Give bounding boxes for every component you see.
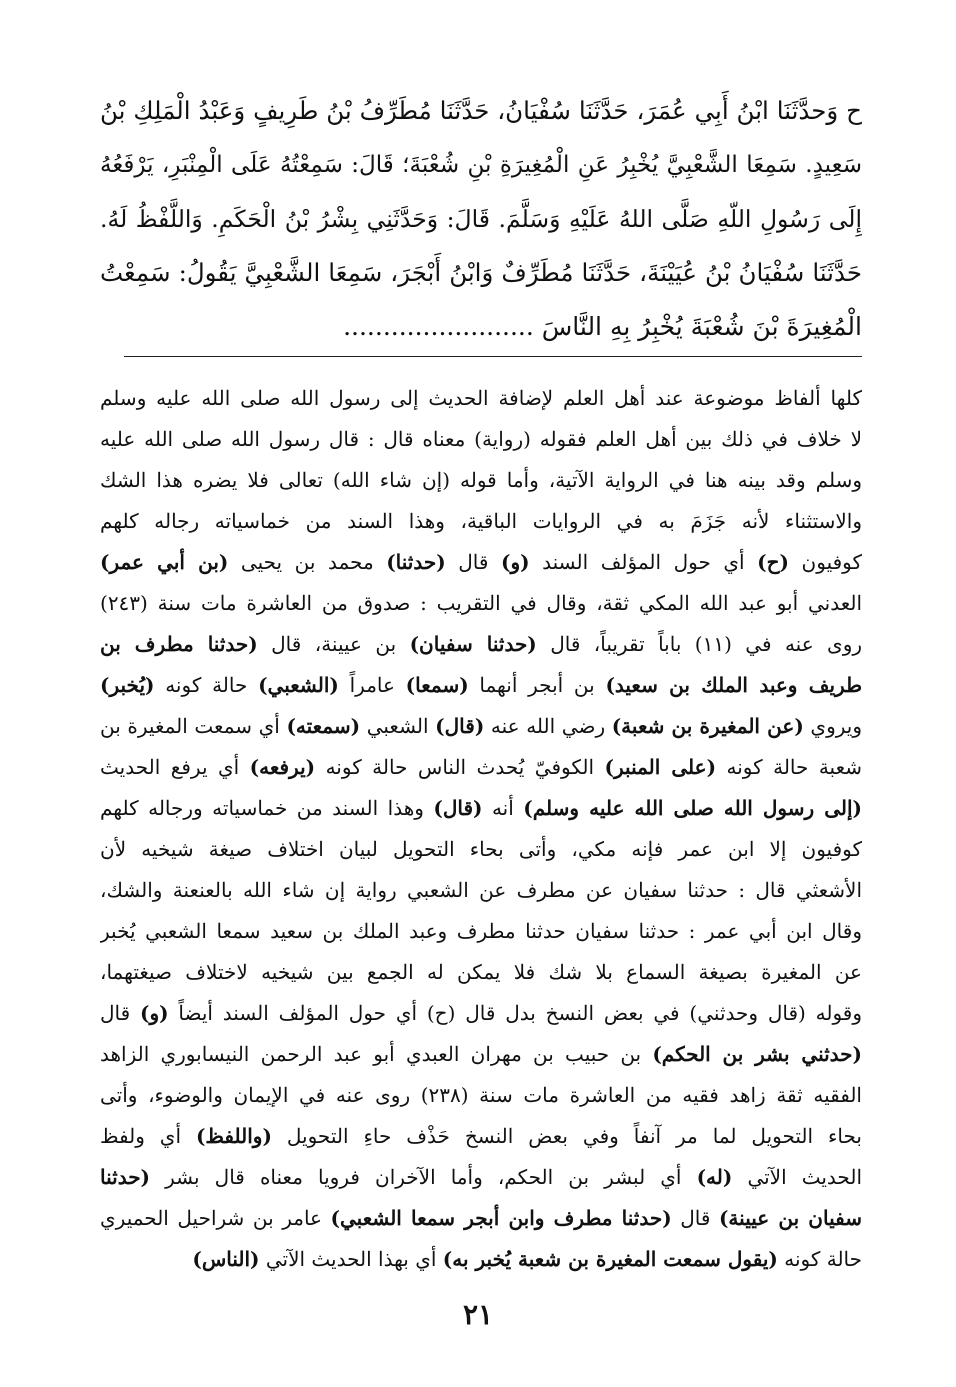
bold-quote: (و): [501, 550, 530, 574]
commentary-text: [100, 378, 862, 1280]
text-segment: قال: [671, 1206, 719, 1230]
bold-quote: (بن أبي عمر): [100, 550, 229, 574]
text-segment: حالة كونه: [154, 673, 259, 697]
bold-quote: (الناس): [192, 1247, 260, 1271]
text-segment: بن حبيب بن مهران العبدي أبو عبد الرحمن النيسابوري الزاهد: [100, 1042, 653, 1066]
commentary-line: [100, 1034, 862, 1075]
commentary-line: [100, 1239, 862, 1280]
bold-quote: (حدثنا): [386, 550, 446, 574]
commentary-line: [100, 788, 862, 829]
text-segment: عامر بن شراحيل الحميري: [100, 1206, 331, 1230]
text-segment: أي يرفع الحديث: [100, 755, 250, 779]
hadith-line: سَعِيدٍ. سَمِعَا الشَّعْبِيَّ يُخْبِرُ عَنِ الْمُغِيرَةِ بْنِ شُعْبَةَ؛ قَالَ: سَمِعْتُهُ عَلَى الْمِنْبَرِ، يَرْفَعُهُ: [100, 152, 862, 178]
commentary-line: كوفيون إلا ابن عمر فإنه مكي، وأتى بحاء التحويل لبيان اختلاف صيغة شيخيه لأن: [100, 837, 862, 861]
bold-quote: (إلى رسول الله صلى الله عليه وسلم): [523, 796, 862, 820]
text-segment: شعبة حالة كونه: [716, 755, 862, 779]
bold-quote: (يُخبر): [100, 673, 155, 697]
commentary-line: لا خلاف في ذلك بين أهل العلم فقوله (رواية) معناه قال : قال رسول الله صلى الله عليه: [100, 427, 862, 451]
text-segment: الحديث الآتي: [732, 1165, 862, 1189]
commentary-line: [100, 1157, 862, 1198]
bold-quote: (حدثني بشر بن الحكم): [652, 1042, 862, 1066]
text-segment: ويروي: [803, 714, 862, 738]
bold-quote: (سمعته): [286, 714, 361, 738]
bold-quote: (قال): [433, 796, 483, 820]
bold-quote: طريف وعبد الملك بن سعيد): [605, 673, 862, 697]
text-segment: عامراً: [338, 673, 406, 697]
text-segment: بن أبجر أنهما: [468, 673, 606, 697]
bold-quote: (حدثنا مطرف بن: [100, 632, 258, 656]
text-segment: الكوفيّ يُحدث الناس حالة كونه: [315, 755, 605, 779]
bold-quote: سفيان بن عيينة): [718, 1206, 862, 1230]
bold-quote: (ح): [757, 550, 789, 574]
text-segment: أي سمعت المغيرة بن: [100, 714, 287, 738]
commentary-line: [100, 1116, 862, 1157]
text-segment: كوفيون: [789, 550, 862, 574]
text-segment: رضي الله عنه: [484, 714, 612, 738]
text-segment: وقوله (قال وحدثني) في بعض النسخ بدل قال (ح) أي حول المؤلف السند أيضاً: [168, 1001, 862, 1025]
hadith-line: إِلَى رَسُولِ اللّهِ صَلَّى اللهُ عَلَيْهِ وَسَلَّمَ. قَالَ: وَحَدَّثَنِي بِشْرُ بْنُ الْحَكَمِ. وَاللَّفْظُ لَهُ.: [100, 205, 862, 233]
bold-quote: (حدثنا سفيان): [409, 632, 537, 656]
commentary-line: [100, 706, 862, 747]
hadith-line: حَدَّثَنَا سُفْيَانُ بْنُ عُيَيْنَةَ، حَدَّثَنَا مُطَرِّفٌ وَابْنُ أَبْجَرَ، سَمِعَا الشَّعْبِيَّ يَقُولُ: سَمِعْتُ: [100, 258, 862, 287]
commentary-line: والاستثناء لأنه جَزَمَ به في الروايات الباقية، وهذا السند من خماسياته رجاله كلهم: [100, 509, 862, 533]
bold-quote: (حدثنا مطرف وابن أبجر سمعا الشعبي): [330, 1206, 672, 1230]
text-segment: أي لبشر بن الحكم، وأما الآخران فرويا معناه قال بشر: [150, 1165, 697, 1189]
hadith-text: [100, 84, 862, 354]
commentary-line: [100, 747, 862, 788]
commentary-line: [100, 624, 862, 665]
commentary-line: العدني أبو عبد الله المكي ثقة، وقال في التقريب : صدوق من العاشرة مات سنة (٢٤٣): [100, 591, 862, 615]
hadith-line: ح وَحدَّثَنَا ابْنُ أَبِي عُمَرَ، حَدَّثَنَا سُفْيَانُ، حَدَّثَنَا مُطَرِّفُ بْنُ طَرِيفٍ وَعَبْدُ الْمَلِكِ بْنُ: [100, 96, 862, 125]
commentary-line: الأشعثي قال : حدثنا سفيان عن مطرف عن الشعبي رواية إن شاء الله بالعنعنة والشك،: [100, 878, 862, 902]
commentary-line: [100, 665, 862, 706]
bold-quote: (له): [696, 1165, 733, 1189]
commentary-line: الفقيه ثقة زاهد فقيه من العاشرة مات سنة (٢٣٨) روى عنه في الإيمان والوضوء، وأتى: [100, 1083, 862, 1107]
text-segment: قال: [100, 1001, 141, 1025]
text-segment: روى عنه في (١١) باباً تقريباً، قال: [536, 632, 862, 656]
text-segment: قال: [445, 550, 501, 574]
text-segment: أي حول المؤلف السند: [529, 550, 758, 574]
text-segment: محمد بن يحيى: [228, 550, 387, 574]
bold-quote: (واللفظ): [195, 1124, 272, 1148]
bold-quote: (قال): [435, 714, 485, 738]
commentary-line: [100, 542, 862, 583]
commentary-line: عن المغيرة بصيغة السماع بلا شك فلا يمكن له الجمع بين شيخيه لاختلاف صيغتهما،: [100, 960, 862, 984]
text-segment: بحاء التحويل لما مر آنفاً وفي بعض النسخ حَذْف حاءِ التحويل: [271, 1124, 862, 1148]
commentary-line: [100, 993, 862, 1034]
text-segment: بن عيينة، قال: [257, 632, 410, 656]
bold-quote: (على المنبر): [604, 755, 717, 779]
text-segment: حالة كونه: [777, 1247, 862, 1271]
bold-quote: (سمعا): [405, 673, 469, 697]
bold-quote: (الشعبي): [258, 673, 339, 697]
footnote-divider: [124, 356, 862, 357]
bold-quote: (يرفعه): [249, 755, 316, 779]
text-segment: وهذا السند من خماسياته ورجاله كلهم: [100, 796, 434, 820]
page-number: ٢١: [462, 1298, 494, 1331]
text-segment: الشعبي: [360, 714, 436, 738]
hadith-line: الْمُغِيرَةَ بْنَ شُعْبَةَ يُخْبِرُ بِهِ النَّاسَ ........................: [343, 312, 862, 341]
text-segment: أي بهذا الحديث الآتي: [259, 1247, 443, 1271]
text-segment: أنه: [482, 796, 524, 820]
commentary-line: وسلم وقد بينه هنا في الرواية الآتية، وأما قوله (إن شاء الله) تعالى فلا يضره هذا الشك: [100, 468, 862, 492]
text-segment: أي ولفظ: [100, 1124, 196, 1148]
bold-quote: (يقول سمعت المغيرة بن شعبة يُخبر به): [442, 1247, 778, 1271]
bold-quote: (حدثنا: [100, 1165, 151, 1189]
commentary-line: [100, 1198, 862, 1239]
bold-quote: (عن المغيرة بن شعبة): [611, 714, 804, 738]
bold-quote: (و): [140, 1001, 169, 1025]
commentary-line: وقال ابن أبي عمر : حدثنا سفيان حدثنا مطرف وعبد الملك بن سعيد سمعا الشعبي يُخبر: [100, 919, 862, 943]
commentary-line: كلها ألفاظ موضوعة عند أهل العلم لإضافة الحديث إلى رسول الله صلى الله عليه وسلم: [100, 386, 862, 410]
